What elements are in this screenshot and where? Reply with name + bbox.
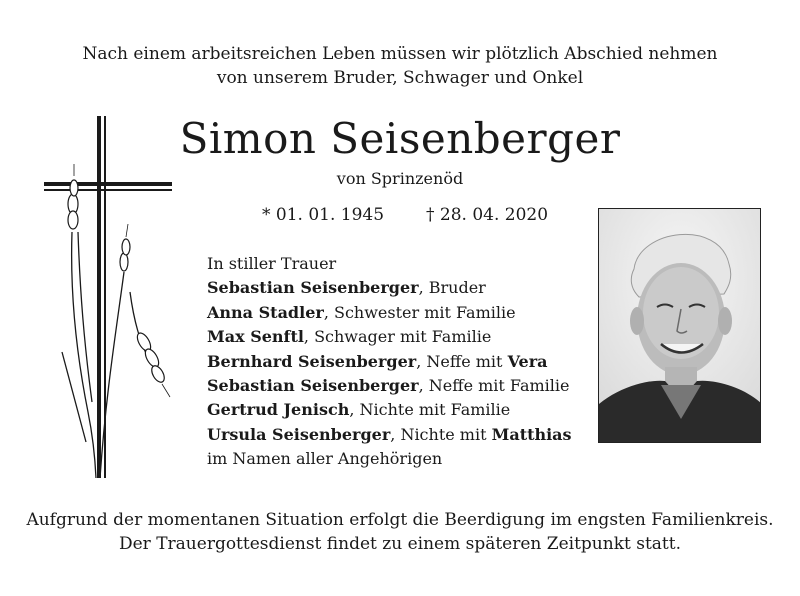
- mourner-row: [207, 374, 572, 398]
- mourner-name: Gertrud Jenisch: [207, 400, 350, 420]
- intro-text: [0, 42, 800, 90]
- mourners-list: [207, 252, 572, 472]
- mourner-relation: , Neffe mit Familie: [418, 376, 570, 396]
- portrait-photo-graphic: [599, 209, 761, 443]
- portrait-photo: [598, 208, 761, 443]
- mourner-relation: , Schwager mit Familie: [303, 327, 492, 347]
- mourner-relation: , Bruder: [418, 278, 486, 298]
- mourner-row: [207, 350, 572, 374]
- mourner-name: Anna Stadler: [207, 302, 324, 322]
- intro-line-2: von unserem Bruder, Schwager und Onkel: [216, 68, 584, 88]
- deceased-origin: von Sprinzenöd: [336, 169, 464, 188]
- mourner-row: [207, 276, 572, 300]
- mourner-row: [207, 398, 572, 422]
- mourner-relation: , Neffe mit: [416, 351, 508, 371]
- mourner-name: Sebastian Seisenberger: [207, 376, 419, 396]
- birth-date: * 01. 01. 1945: [262, 205, 385, 225]
- mourning-heading: In stiller Trauer: [207, 254, 337, 273]
- mourner-row: [207, 301, 572, 325]
- death-date: † 28. 04. 2020: [426, 205, 549, 225]
- mourner-partner: Vera: [507, 351, 548, 371]
- mourner-name: Ursula Seisenberger: [207, 424, 391, 444]
- mourning-closing: im Namen aller Angehörigen: [207, 449, 443, 469]
- mourner-name: Sebastian Seisenberger: [207, 278, 419, 298]
- outro-text: [0, 508, 800, 556]
- deceased-name: Simon Seisenberger: [179, 114, 621, 163]
- mourner-row: [207, 325, 572, 349]
- mourner-relation: , Nichte mit Familie: [349, 400, 511, 420]
- intro-line-1: Nach einem arbeitsreichen Leben müssen wir plötzlich Abschied nehmen: [82, 44, 718, 64]
- mourner-relation: , Nichte mit: [390, 424, 492, 444]
- mourner-row: [207, 423, 572, 447]
- mourner-relation: , Schwester mit Familie: [323, 302, 516, 322]
- outro-line-2: Der Trauergottesdienst findet zu einem späteren Zeitpunkt statt.: [118, 534, 681, 554]
- mourner-name: Bernhard Seisenberger: [207, 351, 417, 371]
- mourner-name: Max Senftl: [207, 327, 304, 347]
- outro-line-1: Aufgrund der momentanen Situation erfolgt die Beerdigung im engsten Familienkreis.: [26, 510, 774, 530]
- mourner-rows: [207, 276, 572, 447]
- mourner-partner: Matthias: [491, 424, 572, 444]
